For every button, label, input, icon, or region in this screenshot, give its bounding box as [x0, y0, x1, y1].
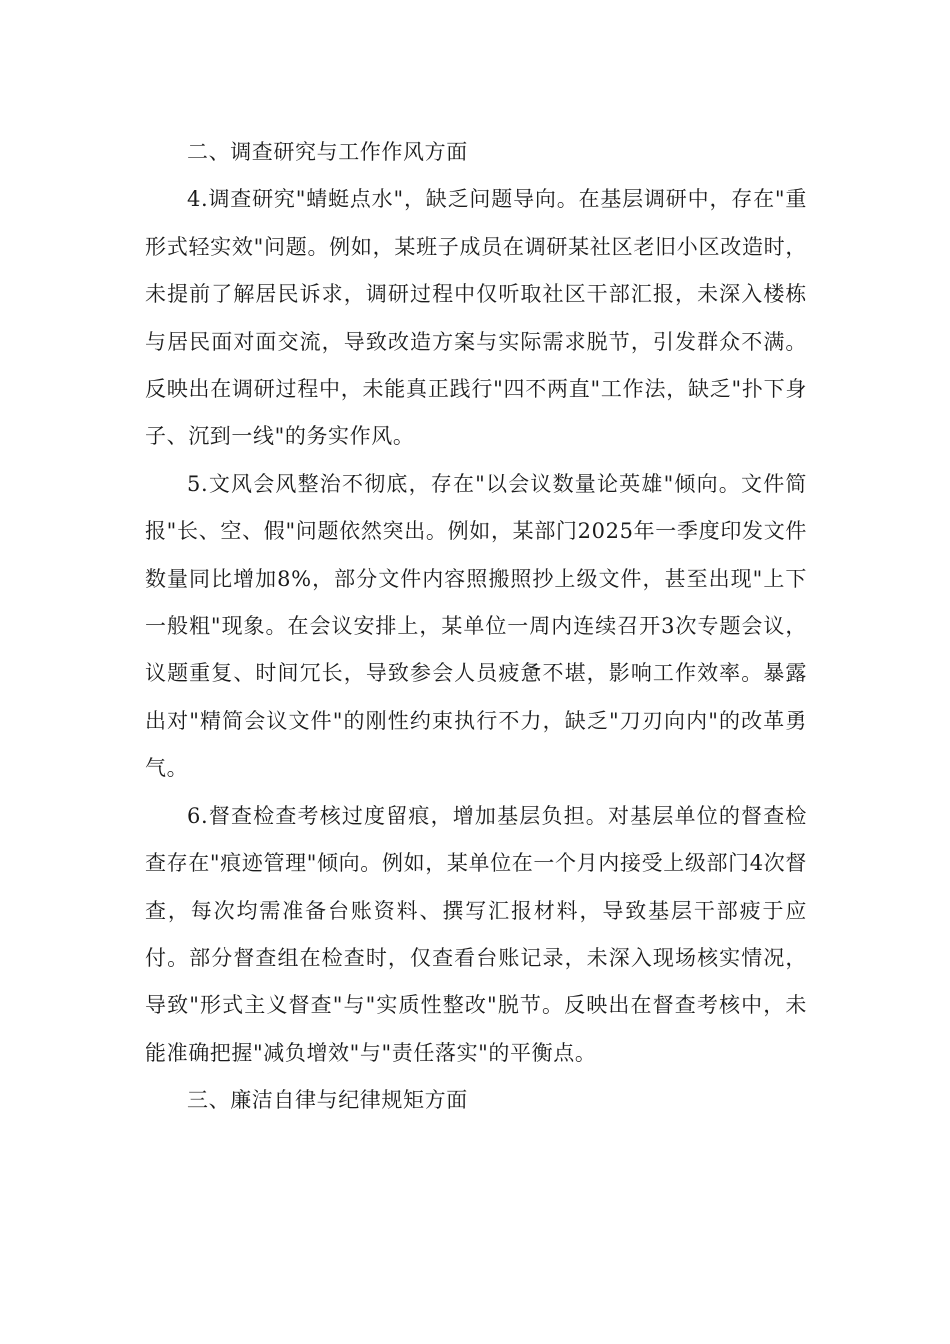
paragraph-item-5: 5.文风会风整治不彻底，存在"以会议数量论英雄"倾向。文件简报"长、空、假"问题依然突出。例如，某部门2025年一季度印发文件数量同比增加8%，部分文件内容照搬照抄上级文件，甚至出现"上下一般粗"现象。在会议安排上，某单位一周内连续召开3次专题会议，议题重复、时间冗长，导致参会人员疲惫不堪，影响工作效率。暴露出对"精简会议文件"的刚性约束执行不力，缺乏"刀刃向内"的改革勇气。	[145, 471, 807, 781]
paragraph-item-4: 4.调查研究"蜻蜓点水"，缺乏问题导向。在基层调研中，存在"重形式轻实效"问题。例如，某班子成员在调研某社区老旧小区改造时，未提前了解居民诉求，调研过程中仅听取社区干部汇报，未深入楼栋与居民面对面交流，导致改造方案与实际需求脱节，引发群众不满。反映出在调研过程中，未能真正践行"四不两直"工作法，缺乏"扑下身子、沉到一线"的务实作风。	[145, 187, 807, 449]
document-body	[145, 129, 807, 1125]
paragraph-item-6: 6.督查检查考核过度留痕，增加基层负担。对基层单位的督查检查存在"痕迹管理"倾向。例如，某单位在一个月内接受上级部门4次督查，每次均需准备台账资料、撰写汇报材料，导致基层干部疲于应付。部分督查组在检查时，仅查看台账记录，未深入现场核实情况，导致"形式主义督查"与"实质性整改"脱节。反映出在督查考核中，未能准确把握"减负增效"与"责任落实"的平衡点。	[145, 803, 807, 1065]
section-three-heading: 三、廉洁自律与纪律规矩方面	[187, 1088, 468, 1113]
section-two-heading: 二、调查研究与工作作风方面	[187, 140, 468, 164]
